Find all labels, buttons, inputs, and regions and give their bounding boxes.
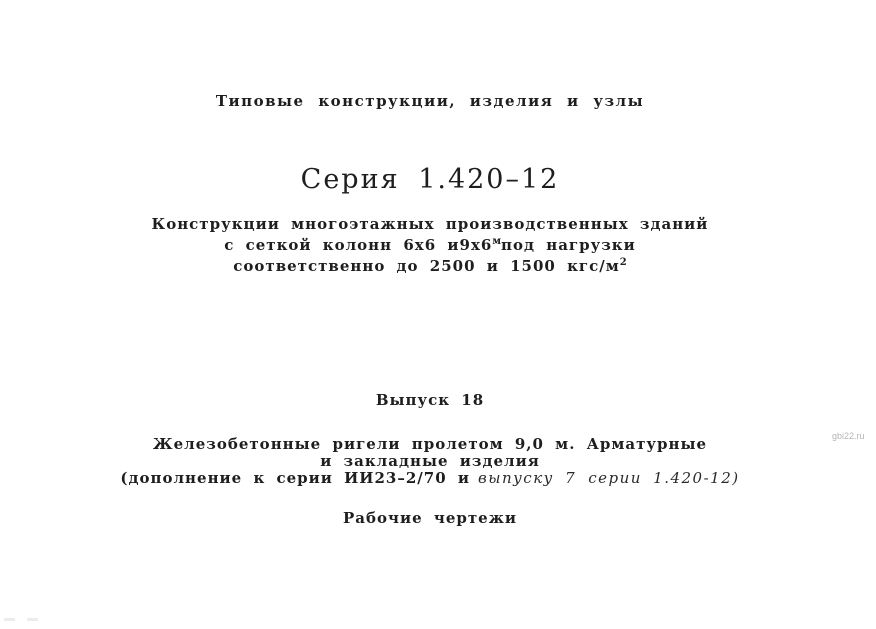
supplement-added-series-text: серии 1.420-12) bbox=[588, 469, 740, 487]
subtitle-line-1: Конструкции многоэтажных производственных зданий bbox=[151, 215, 709, 233]
description-line-3 bbox=[0, 470, 860, 486]
issue-label: Выпуск 18 bbox=[375, 391, 485, 409]
scan-artifact bbox=[27, 618, 38, 621]
site-watermark: gbi22.ru bbox=[832, 431, 865, 441]
document-subtitle bbox=[0, 215, 860, 275]
scan-artifact bbox=[4, 618, 15, 621]
subtitle-line-2-text: с сеткой колонн 6х6 и9х6 bbox=[224, 236, 493, 254]
subtitle-line-2-text-cont: под нагрузки bbox=[501, 236, 636, 254]
subtitle-line-2 bbox=[0, 233, 860, 254]
subtitle-line-3-text: соответственно до 2500 и 1500 кгс/м bbox=[233, 257, 620, 275]
working-drawings-label: Рабочие чертежи bbox=[343, 509, 517, 527]
meters-superscript: м bbox=[492, 236, 502, 247]
supplement-added-text: выпуску 7 bbox=[478, 469, 577, 487]
series-title: Серия 1.420–12 bbox=[300, 164, 560, 195]
document-category-line: Типовые конструкции, изделия и узлы bbox=[215, 92, 645, 110]
supplement-main-text: (дополнение к серии ИИ23–2/70 и bbox=[120, 469, 470, 487]
squared-superscript: 2 bbox=[619, 257, 627, 268]
document-description bbox=[0, 436, 860, 486]
description-line-2: и закладные изделия bbox=[320, 452, 540, 470]
description-line-1: Железобетонные ригели пролетом 9,0 м. Арматурные bbox=[152, 435, 708, 453]
subtitle-line-3 bbox=[0, 254, 860, 275]
